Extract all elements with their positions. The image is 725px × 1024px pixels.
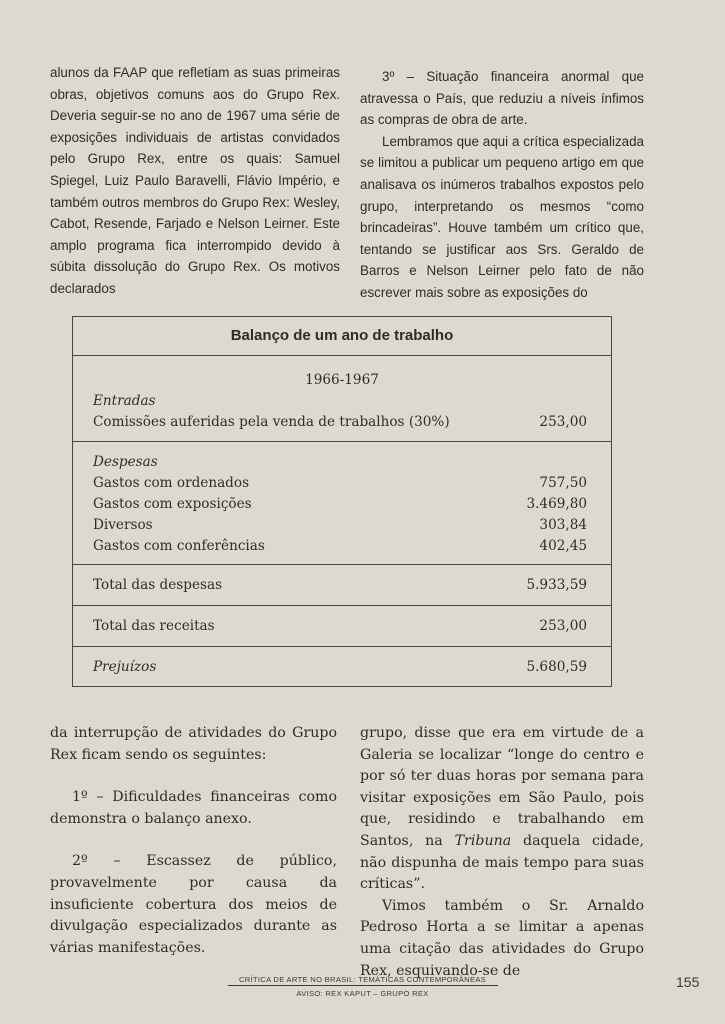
paragraph: alunos da FAAP que refletiam as suas primeiras obras, objetivos comuns aos do Grupo Rex. Deveria seguir-se no ano de 1967 uma série de exposições individuais de artistas convidados pelo Grupo Rex, entre os quais: Samuel Spiegel, Luiz Paulo Baravelli, Flávio Império, e também outros membros do Grupo Rex: Wesley, Cabot, Resende, Farjado e Nelson Leirner. Este amplo programa fica interrompido devido à súbita dissolução do Grupo Rex. Os motivos declarados [50,65,340,296]
text-run: daquela cidade, não dispunha de mais tempo para suas críticas”. [360,832,645,893]
footer-divider [228,985,498,986]
row-value: 5.680,59 [526,659,587,675]
table-row [73,494,611,515]
table-row [73,473,611,494]
right-column-top [360,66,644,304]
paragraph: da interrupção de atividades do Grupo Rex ficam sendo os seguintes: [50,725,337,763]
row-value: 402,45 [539,538,587,554]
table-row [73,575,611,596]
table-section-total-despesas [73,565,611,606]
row-value: 253,00 [539,618,587,634]
paragraph [360,723,644,896]
text-run: grupo, disse que era em virtude de a Galeria se localizar “longe do centro e por só ter duas horas por semana para visitar exposições em São Paulo, pois que, residindo e trabalhando em Santos, na [360,725,644,849]
row-value: 5.933,59 [526,577,587,593]
table-period: 1966-1967 [305,372,379,388]
left-column-bottom [50,723,337,959]
row-label: Total das receitas [93,618,215,634]
paragraph: 2º – Escassez de público, provavelmente por causa da insuficiente cobertura dos meios de divulgação especializados durante as várias manifestações. [50,853,337,956]
table-section-despesas [73,442,611,565]
row-label: Gastos com ordenados [93,475,250,491]
table-title: Balanço de um ano de trabalho [73,317,611,356]
row-label: Gastos com conferências [93,538,265,554]
paragraph: Vimos também o Sr. Arnaldo Pedroso Horta a se limitar a apenas uma citação das atividades do Grupo Rex, esquivando-se de [360,897,644,979]
paragraph: Lembramos que aqui a crítica especializada se limitou a publicar um pequeno artigo em que analisava os inúmeros trabalhos expostos pelo grupo, interpretando os mesmos “como brincadeiras”. Houve também um crítico que, tentando se justificar aos Srs. Geraldo de Barros e Nelson Leirner pelo fato de não escrever mais sobre as exposições do [360,133,644,300]
page-number: 155 [676,974,700,990]
table-section-prejuizos [73,647,611,687]
row-value: 253,00 [539,414,587,430]
table-row [73,657,611,678]
paragraph: 3º – Situação financeira anormal que atravessa o País, que reduziu a níveis ínfimos as compras de obra de arte. [360,69,644,128]
table-row [73,616,611,637]
table-entradas-label: Entradas [93,393,156,409]
footer-title: CRÍTICA DE ARTE NO BRASIL: TEMÁTICAS CONTEMPORÂNEAS [238,975,487,984]
row-value: 757,50 [539,475,587,491]
table-despesas-label: Despesas [93,454,158,470]
row-label: Prejuízos [93,659,157,675]
row-value: 3.469,80 [526,496,587,512]
balance-table [72,316,612,687]
footer-subtitle: AVISO: REX KAPUT – GRUPO REX [296,989,429,998]
table-row [73,536,611,557]
table-row [73,412,611,433]
table-section-total-receitas [73,606,611,647]
row-label: Diversos [93,517,153,533]
italic-text: Tribuna [454,832,512,849]
row-label: Total das despesas [93,577,223,593]
row-value: 303,84 [539,517,587,533]
table-section-entradas [73,356,611,442]
right-column-bottom [360,723,644,982]
paragraph: 1º – Dificuldades financeiras como demonstra o balanço anexo. [50,789,337,827]
row-label: Comissões auferidas pela venda de trabalhos (30%) [93,414,450,430]
left-column-top [50,62,340,300]
table-row [73,515,611,536]
row-label: Gastos com exposições [93,496,252,512]
